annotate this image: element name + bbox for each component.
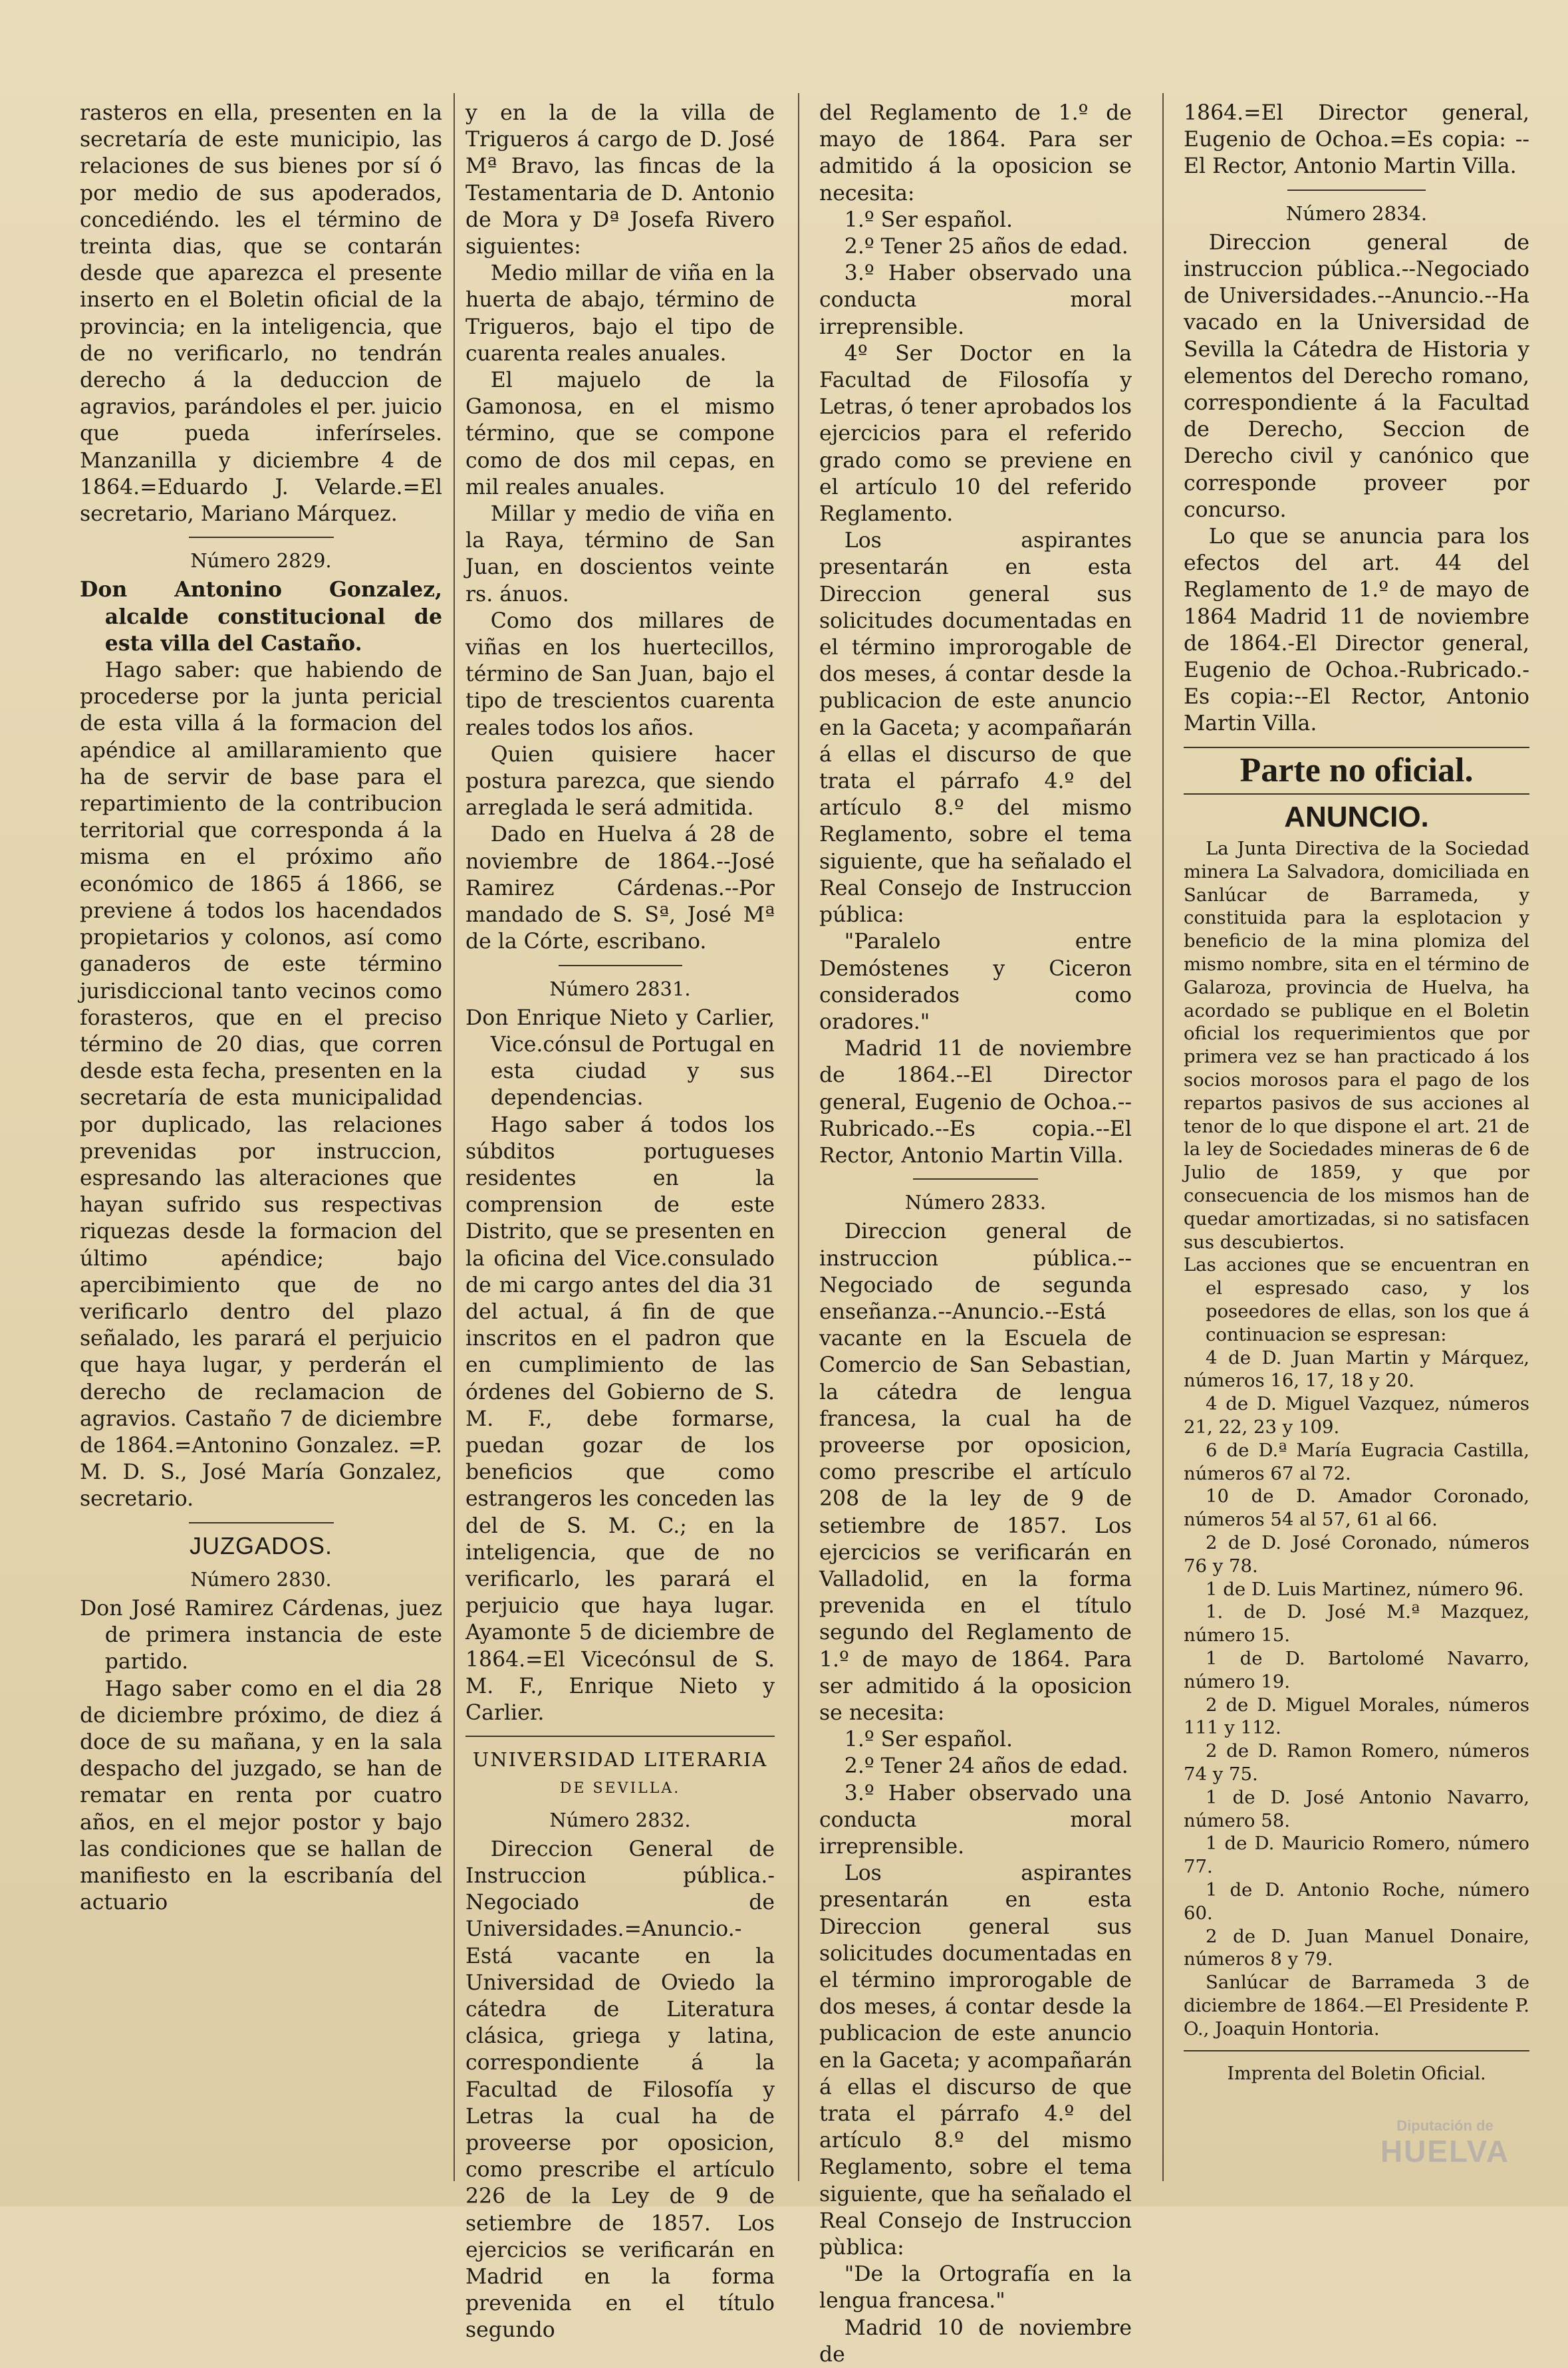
paragraph: rasteros en ella, presenten en la secretaría de este municipio, las relaciones de sus bienes por sí ó por medio de sus apoderados, concediéndo. les el término de treinta dias, que se contarán desde que aparezca el presente inserto en el Boletin oficial de la provincia; en la inteligencia, que de no verificarlo, no tendrán derecho á la deduccion de agravios, parándoles el per. juicio que pueda inferírseles. Manzanilla y diciembre 4 de 1864.=Eduardo J. Velarde.=El secretario, Mariano Márquez.	[80, 101, 442, 527]
paragraph: Quien quisiere hacer postura parezca, que siendo arreglada le será admitida.	[465, 742, 775, 821]
column-rule	[1162, 93, 1164, 2181]
notice-title: Don José Ramirez Cárdenas, juez de primera instancia de este partido.	[80, 1596, 442, 1674]
list-item: 1 de D. José Antonio Navarro, número 58.	[1184, 1786, 1529, 1831]
list-item: 1 de D. Mauricio Romero, número 77.	[1184, 1833, 1529, 1878]
notice-number: Número 2831.	[549, 977, 691, 1000]
requirement: 1.º Ser español.	[844, 207, 1013, 232]
divider	[1184, 747, 1529, 748]
requirement: 3.º Haber observado una conducta moral irreprensible.	[819, 1781, 1132, 1859]
divider	[559, 965, 682, 966]
paragraph: Millar y medio de viña en la Raya, término de San Juan, en doscientos veinte rs. ánuos.	[465, 502, 775, 606]
requirement: 2.º Tener 25 años de edad.	[844, 235, 1128, 259]
requirement: 1.º Ser español.	[844, 1728, 1013, 1752]
divider	[189, 1522, 334, 1523]
list-item: 6 de D.ª María Eugracia Castilla, números 67 al 72.	[1184, 1439, 1529, 1484]
paragraph: Direccion General de Instruccion pública.-Negociado de Universidades.=Anuncio.-Está vacante en la Universidad de Oviedo la cátedra de Literatura clásica, griega y latina, correspondiente á la Facultad de Filosofía y Letras la cual ha de proveerse por oposicion, como prescribe el artículo 226 de la Ley de 9 de setiembre de 1857. Los ejercicios se verificarán en Madrid en la forma prevenida en el título segundo	[465, 1837, 775, 2343]
list-item: 1 de D. Antonio Roche, número 60.	[1184, 1879, 1529, 1924]
notice-number: Número 2834.	[1285, 201, 1428, 225]
paragraph: Lo que se anuncia para los efectos del art. 44 del Reglamento de 1.º de mayo de 1864 Madrid 11 de noviembre de 1864.-El Director general, Eugenio de Ochoa.-Rubricado.-Es copia:--El Rector, Antonio Martin Villa.	[1184, 525, 1529, 736]
printer-imprint: Imprenta del Boletin Oficial.	[1227, 2063, 1486, 2084]
watermark-line: Diputación de	[1396, 2117, 1494, 2134]
notice-number: Número 2832.	[549, 1808, 691, 1831]
paragraph: 1864.=El Director general, Eugenio de Ochoa.=Es copia: --El Rector, Antonio Martin Villa.	[1184, 101, 1529, 179]
paragraph: El majuelo de la Gamonosa, en el mismo término, que se compone como de dos mil cepas, en mil reales anuales.	[465, 368, 775, 499]
column-rule	[798, 93, 799, 2181]
paragraph: Como dos millares de viñas en los huertecillos, término de San Juan, bajo el tipo de trescientos cuarenta reales todos los años.	[465, 608, 775, 740]
notice-number: Número 2829.	[190, 549, 332, 573]
paragraph: Los aspirantes presentarán en esta Direccion general sus solicitudes documentadas en el término improrogable de dos meses, á contar desde la publicacion de este anuncio en la Gaceta; y acompañarán á ellas el discurso de que trata el párrafo 4.º del artículo 8.º del mismo Reglamento, sobre el tema siguiente, que ha señalado el Real Consejo de Instruccion pública:	[819, 529, 1132, 928]
list-item: 2 de D. Ramon Romero, números 74 y 75.	[1184, 1740, 1529, 1785]
list-item: 2 de D. José Coronado, números 76 y 78.	[1184, 1531, 1529, 1577]
notice-title: Don Enrique Nieto y Carlier, Vice.cónsul de Portugal en esta ciudad y sus dependencias.	[465, 1005, 775, 1111]
paragraph: Direccion general de instruccion pública.--Negociado de Universidades.--Anuncio.--Ha vacado en la Universidad de Sevilla la Cátedra de Historia y elementos del Derecho romano, correspondiente á la Facultad de Derecho, Seccion de Derecho civil y canónico que corresponde proveer por concurso.	[1184, 230, 1529, 522]
paragraph: Los aspirantes presentarán en esta Direccion general sus solicitudes documentadas en el término improrogable de dos meses, á contar desde la publicacion de este anuncio en la Gaceta; y acompañarán á ellas el discurso de que trata el párrafo 4.º del artículo 8.º del mismo Reglamento, sobre el tema siguiente, que ha señalado el Real Consejo de Instruccion pùblica:	[819, 1861, 1132, 2260]
divider	[189, 537, 334, 538]
section-title: Parte no oficial.	[1240, 751, 1474, 789]
section-title: UNIVERSIDAD LITERARIA	[472, 1748, 768, 1772]
section-subtitle: DE SEVILLA.	[559, 1780, 681, 1797]
list-item: 1 de D. Luis Martinez, número 96.	[1206, 1578, 1524, 1600]
paragraph: Hago saber como en el dia 28 de diciembre próximo, de diez á doce de su mañana, y en la sala despacho del juzgado, se han de rematar en renta por cuatro años, en el mejor postor y bajo las condiciones que se hallan de manifiesto en la escribanía del actuario	[80, 1676, 442, 1915]
quote: "Paralelo entre Demóstenes y Ciceron considerados como oradores."	[819, 930, 1132, 1034]
column-rule	[454, 93, 455, 2181]
watermark-line: HUELVA	[1380, 2134, 1510, 2169]
paragraph: Las acciones que se encuentran en el espresado caso, y los poseedores de ellas, son los que á continuacion se espresan:	[1184, 1254, 1529, 1345]
list-item: 2 de D. Miguel Morales, números 111 y 112.	[1184, 1694, 1529, 1739]
column-2	[465, 100, 775, 2344]
notice-title: Don Antonino Gonzalez, alcalde constitucional de esta villa del Castaño.	[80, 577, 442, 656]
archive-watermark	[1349, 2113, 1541, 2186]
section-title: JUZGADOS.	[189, 1531, 332, 1559]
paragraph: del Reglamento de 1.º de mayo de 1864. Para ser admitido á la oposicion se necesita:	[819, 101, 1132, 205]
requirement: 2.º Tener 24 años de edad.	[844, 1754, 1128, 1779]
paragraph: Hago saber: que habiendo de procederse por la junta pericial de esta villa á la formacion del apéndice al amillaramiento que ha de servir de base para el repartimiento de la contribucion territorial que corresponda á la misma en el próximo año económico de 1865 á 1866, se previene á todos los hacendados propietarios y colonos, así como ganaderos de este término jurisdiccional tanto vecinos como forasteros, que en el preciso término de 20 dias, que corren desde esta fecha, presenten en la secretaría de esta municipalidad por duplicado, las relaciones prevenidas por instruccion, espresando las alteraciones que hayan sufrido sus respectivas riquezas desde la formacion del último apéndice; bajo apercibimiento que de no verificarlo dentro del plazo señalado, les parará el perjuicio que haya lugar, y perderán el derecho de reclamacion de agravios. Castaño 7 de diciembre de 1864.=Antonino Gonzalez. =P. M. D. S., José María Gonzalez, secretario.	[80, 658, 442, 1512]
column-4	[1184, 100, 1529, 2087]
list-item: 2 de D. Juan Manuel Donaire, números 8 y 79.	[1184, 1925, 1529, 1970]
closing-signature: Sanlúcar de Barrameda 3 de diciembre de 1864.—El Presidente P. O., Joaquin Hontoria.	[1184, 1972, 1529, 2039]
paragraph: Medio millar de viña en la huerta de abajo, término de Trigueros, bajo el tipo de cuarenta reales anuales.	[465, 261, 775, 366]
requirement: 4º Ser Doctor en la Facultad de Filosofía y Letras, ó tener aprobados los ejercicios para el referido grado como se previene en el artículo 10 del referido Reglamento.	[819, 341, 1132, 527]
column-1	[80, 100, 442, 1916]
paragraph: y en la de la villa de Trigueros á cargo de D. José Mª Bravo, las fincas de la Testamentaria de D. Antonio de Mora y Dª Josefa Rivero siguientes:	[465, 101, 775, 259]
paragraph: Dado en Huelva á 28 de noviembre de 1864.--José Ramirez Cárdenas.--Por mandado de S. Sª, José Mª de la Córte, escribano.	[465, 823, 775, 954]
divider	[1287, 190, 1426, 191]
list-item: 4 de D. Miguel Vazquez, números 21, 22, 23 y 109.	[1184, 1393, 1529, 1438]
divider	[913, 1178, 1038, 1180]
signature: Madrid 11 de noviembre de 1864.--El Director general, Eugenio de Ochoa.--Rubricado.--Es copia.--El Rector, Antonio Martin Villa.	[819, 1037, 1132, 1168]
quote: "De la Ortografía en la lengua francesa."	[819, 2262, 1132, 2313]
list-item: 4 de D. Juan Martin y Márquez, números 16, 17, 18 y 20.	[1184, 1347, 1529, 1392]
paragraph: La Junta Directiva de la Sociedad minera La Salvadora, domiciliada en Sanlúcar de Barrameda, y constituida para la esplotacion y beneficio de la mina plomiza del mismo nombre, sita en el término de Galaroza, provincia de Huelva, ha acordado se publique en el Boletin oficial los requerimientos que por primera vez se han practicado á los socios morosos para el pago de los repartos pasivos de sus acciones al tenor de lo que dispone el art. 21 de la ley de Sociedades mineras de 6 de Julio de 1859, y que por consecuencia de los mismos han de quedar amortizadas, si no satisfacen sus descubiertos.	[1184, 838, 1529, 1253]
notice-number: Número 2833.	[904, 1191, 1047, 1214]
divider	[465, 1736, 775, 1737]
signature: Madrid 10 de noviembre de	[819, 2315, 1132, 2367]
list-item: 1 de D. Bartolomé Navarro, número 19.	[1184, 1647, 1529, 1692]
divider	[1184, 2050, 1529, 2051]
column-3	[819, 100, 1132, 2368]
notice-number: Número 2830.	[190, 1567, 332, 1591]
anuncio-title: ANUNCIO.	[1284, 800, 1429, 833]
list-item: 10 de D. Amador Coronado, números 54 al 57, 61 al 66.	[1184, 1486, 1529, 1531]
paragraph: Direccion general de instruccion pública.--Negociado de segunda enseñanza.--Anuncio.--Está vacante en la Escuela de Comercio de San Sebastian, la cátedra de lengua francesa, la cual ha de proveerse por oposicion, como prescribe el artículo 208 de la ley de 9 de setiembre de 1857. Los ejercicios se verificarán en Valladolid, en la forma prevenida en el título segundo del Reglamento de 1.º de mayo de 1864. Para ser admitido á la oposicion se necesita:	[819, 1220, 1132, 1725]
list-item: 1. de D. José M.ª Mazquez, número 15.	[1184, 1601, 1529, 1646]
divider	[1184, 793, 1529, 795]
paragraph: Hago saber á todos los súbditos portugueses residentes en la comprension de este Distrito, que se presenten en la oficina del Vice.consulado de mi cargo antes del dia 31 del actual, á fin de que inscritos en el padron que en cumplimiento de las órdenes del Gobierno de S. M. F., debe formarse, puedan gozar de los beneficios que como estrangeros les conceden las del de S. M. C.; en la inteligencia, que de no verificarlo, les parará el perjuicio que haya lugar. Ayamonte 5 de diciembre de 1864.=El Vicecónsul de S. M. F., Enrique Nieto y Carlier.	[465, 1113, 775, 1725]
requirement: 3.º Haber observado una conducta moral irreprensible.	[819, 261, 1132, 339]
